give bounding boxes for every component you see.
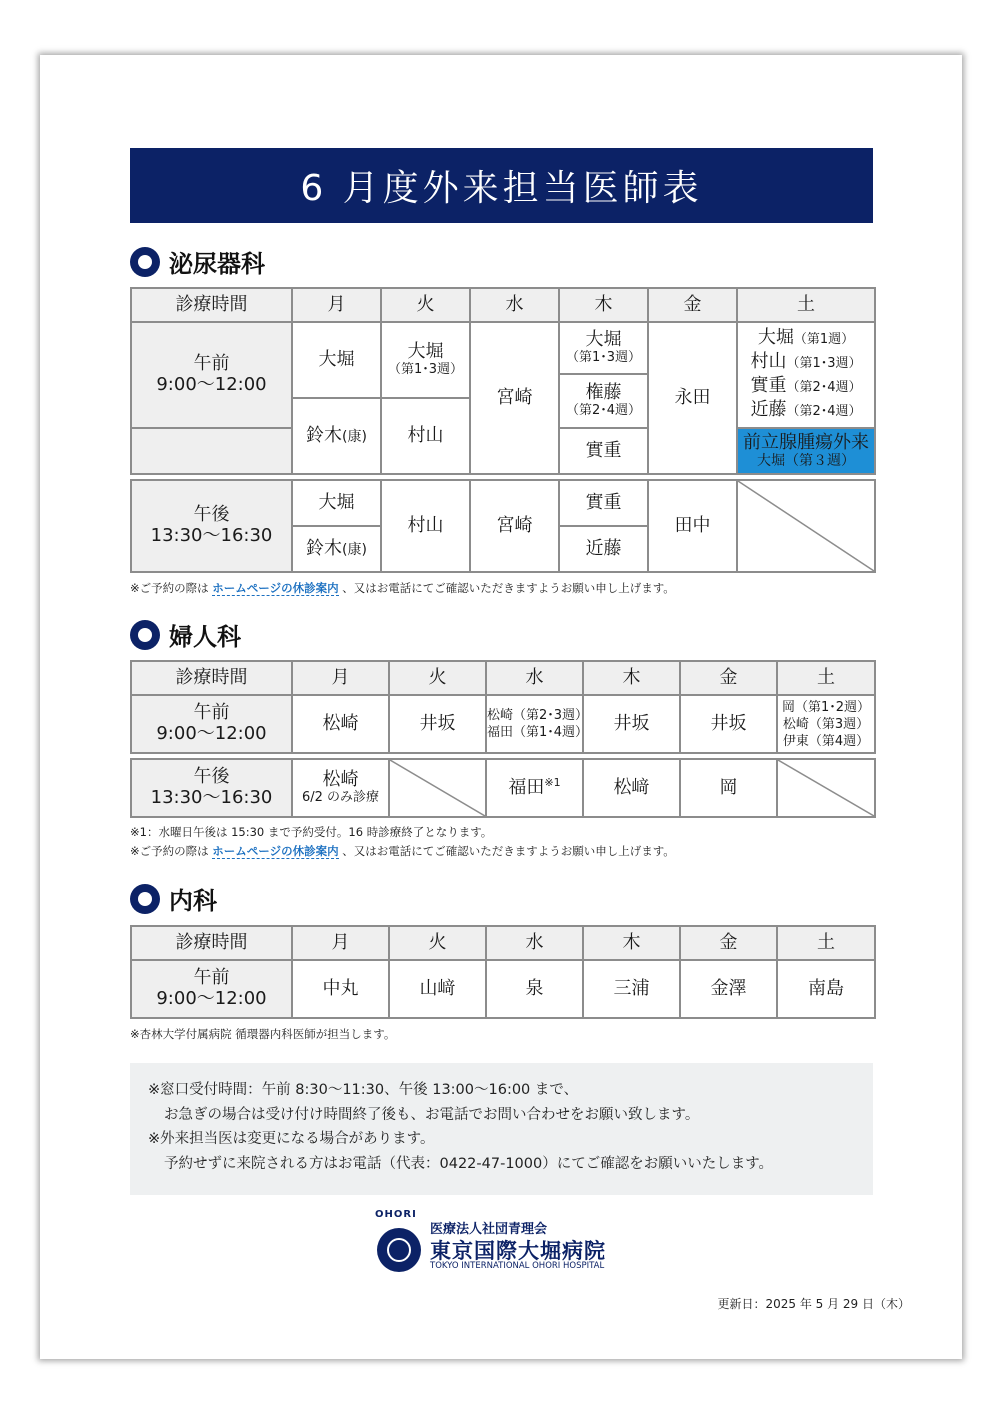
time-cell-am bbox=[131, 322, 292, 428]
circle-bullet-icon bbox=[130, 884, 160, 914]
info-line: 予約せずに来院される方はお電話（代表：0422-47-1000）にてご確認をお願いいたします。 bbox=[164, 1155, 774, 1172]
doctor-cell: 松崎 bbox=[292, 695, 389, 753]
time-label: 午後 bbox=[193, 504, 230, 526]
circle-bullet-icon bbox=[130, 620, 160, 650]
time-range: 9:00〜12:00 bbox=[156, 374, 267, 395]
section-title: 婦人科 bbox=[169, 623, 241, 651]
section-heading-gynecology bbox=[130, 617, 241, 652]
closed-cell bbox=[737, 480, 875, 572]
section-heading-internal bbox=[130, 881, 217, 916]
logo-arc-text: OHORI bbox=[375, 1209, 417, 1220]
time-cell-am: 午前 9:00〜12:00 bbox=[131, 960, 292, 1018]
doctor-cell: 宮崎 bbox=[470, 480, 559, 572]
corporation-name: 医療法人社団青理会 bbox=[430, 1222, 548, 1237]
table-row bbox=[131, 759, 875, 817]
doctor-cell: 大堀（第1週） 村山（第1･3週） 實重（第2･4週） 近藤（第2･4週） bbox=[737, 322, 875, 428]
info-line: お急ぎの場合は受け付け時間終了後も、お電話でお問い合わせをお願い致します。 bbox=[164, 1106, 700, 1123]
reception-info-box bbox=[130, 1063, 873, 1195]
doctor-cell: 山﨑 bbox=[389, 960, 486, 1018]
hospital-name: 東京国際大堀病院 bbox=[430, 1239, 606, 1263]
header-cell: 火 bbox=[381, 288, 470, 322]
table-header-row bbox=[131, 926, 875, 960]
header-cell: 金 bbox=[680, 661, 777, 695]
doctor-cell: 福田$^{※1}$ bbox=[486, 759, 583, 817]
section-title: 泌尿器科 bbox=[169, 250, 265, 278]
header-cell: 木 bbox=[559, 288, 648, 322]
doctor-cell: 井坂 bbox=[583, 695, 680, 753]
doctor-cell: 大堀 bbox=[292, 322, 381, 398]
internal-table bbox=[130, 925, 876, 1019]
doctor-cell: 中丸 bbox=[292, 960, 389, 1018]
time-range: 13:30〜16:30 bbox=[150, 525, 273, 546]
doctor-cell: 金澤 bbox=[680, 960, 777, 1018]
internal-note: ※杏林大学付属病院 循環器内科医師が担当します。 bbox=[130, 1027, 396, 1041]
header-cell: 水 bbox=[486, 926, 583, 960]
circle-bullet-icon bbox=[130, 247, 160, 277]
doctor-cell: 三浦 bbox=[583, 960, 680, 1018]
doctor-cell: 岡 bbox=[680, 759, 777, 817]
header-cell: 火 bbox=[389, 661, 486, 695]
hospital-emblem-icon bbox=[377, 1228, 421, 1272]
time-cell-pm bbox=[131, 480, 292, 572]
page-title bbox=[130, 148, 873, 223]
info-line: ※外来担当医は変更になる場合があります。 bbox=[148, 1131, 435, 1147]
table-header-row bbox=[131, 661, 875, 695]
header-cell: 木 bbox=[583, 661, 680, 695]
time-cell-am: 午前 9:00〜12:00 bbox=[131, 695, 292, 753]
doctor-cell: 大堀 （第1･3週） bbox=[381, 322, 470, 398]
hospital-logo bbox=[375, 1208, 635, 1273]
doctor-cell: 宮崎 bbox=[470, 322, 559, 474]
doctor-cell: 實重 bbox=[559, 428, 648, 474]
section-title: 内科 bbox=[169, 887, 217, 915]
updated-date: 更新日：2025 年 5 月 29 日（木） bbox=[717, 1297, 910, 1311]
header-cell: 土 bbox=[777, 926, 875, 960]
hospital-name-en: TOKYO INTERNATIONAL OHORI HOSPITAL bbox=[430, 1261, 605, 1271]
gynecology-note-1: ※1：水曜日午後は 15:30 まで予約受付。16 時診療終了となります。 bbox=[130, 825, 493, 839]
doctor-cell: 松崎（第2･3週） 福田（第1･4週） bbox=[486, 695, 583, 753]
doctor-cell: 井坂 bbox=[389, 695, 486, 753]
header-cell: 月 bbox=[292, 926, 389, 960]
header-cell: 診療時間 bbox=[131, 926, 292, 960]
header-cell: 土 bbox=[737, 288, 875, 322]
urology-table bbox=[130, 287, 876, 573]
doctor-cell: 泉 bbox=[486, 960, 583, 1018]
header-cell: 月 bbox=[292, 288, 381, 322]
urology-note: ※ご予約の際は ホームページの休診案内 、又はお電話にてご確認いただきますようお願い申し上げます。 bbox=[130, 581, 675, 595]
doctor-cell: 南島 bbox=[777, 960, 875, 1018]
holiday-info-link[interactable]: ホームページの休診案内 bbox=[212, 844, 339, 858]
info-line: ※窓口受付時間：午前 8:30〜11:30、午後 13:00〜16:00 まで、 bbox=[148, 1082, 579, 1098]
doctor-cell: 村山 bbox=[381, 480, 470, 572]
section-heading-urology bbox=[130, 244, 265, 279]
doctor-cell: 大堀 bbox=[292, 480, 381, 526]
table-header-row bbox=[131, 288, 875, 322]
doctor-cell: 松崎 6/2 のみ診療 bbox=[292, 759, 389, 817]
doctor-cell: 大堀 （第1･3週） bbox=[559, 322, 648, 374]
header-cell: 水 bbox=[486, 661, 583, 695]
page-title-text: 6 月度外来担当医師表 bbox=[300, 168, 703, 209]
doctor-cell: 鈴木(康) bbox=[292, 526, 381, 572]
gynecology-note-2: ※ご予約の際は ホームページの休診案内 、又はお電話にてご確認いただきますようお願い申し上げます。 bbox=[130, 844, 675, 858]
header-cell: 月 bbox=[292, 661, 389, 695]
doctor-cell: 近藤 bbox=[559, 526, 648, 572]
time-label: 午前 bbox=[193, 353, 230, 375]
doctor-cell: 田中 bbox=[648, 480, 737, 572]
doctor-cell: 實重 bbox=[559, 480, 648, 526]
header-cell: 火 bbox=[389, 926, 486, 960]
time-cell-pm: 午後 13:30〜16:30 bbox=[131, 759, 292, 817]
header-cell: 金 bbox=[648, 288, 737, 322]
table-row bbox=[131, 480, 875, 526]
closed-cell bbox=[777, 759, 875, 817]
closed-cell bbox=[389, 759, 486, 817]
header-cell: 診療時間 bbox=[131, 661, 292, 695]
doctor-cell: 松﨑 bbox=[583, 759, 680, 817]
holiday-info-link[interactable]: ホームページの休診案内 bbox=[212, 581, 339, 595]
table-row bbox=[131, 322, 875, 374]
header-cell: 木 bbox=[583, 926, 680, 960]
gynecology-table bbox=[130, 660, 876, 818]
table-row bbox=[131, 960, 875, 1018]
header-cell: 水 bbox=[470, 288, 559, 322]
doctor-cell: 岡（第1･2週） 松崎（第3週） 伊東（第4週） bbox=[777, 695, 875, 753]
table-row bbox=[131, 695, 875, 753]
header-cell: 診療時間 bbox=[131, 288, 292, 322]
doctor-cell: 鈴木(康) bbox=[292, 398, 381, 474]
doctor-cell: 井坂 bbox=[680, 695, 777, 753]
header-cell: 金 bbox=[680, 926, 777, 960]
doctor-cell: 権藤 （第2･4週） bbox=[559, 374, 648, 428]
doctor-cell: 永田 bbox=[648, 322, 737, 474]
special-clinic-cell: 前立腺腫瘍外来 大堀（第３週） bbox=[737, 428, 875, 474]
doctor-cell: 村山 bbox=[381, 398, 470, 474]
header-cell: 土 bbox=[777, 661, 875, 695]
time-cell-am-tail bbox=[131, 428, 292, 474]
